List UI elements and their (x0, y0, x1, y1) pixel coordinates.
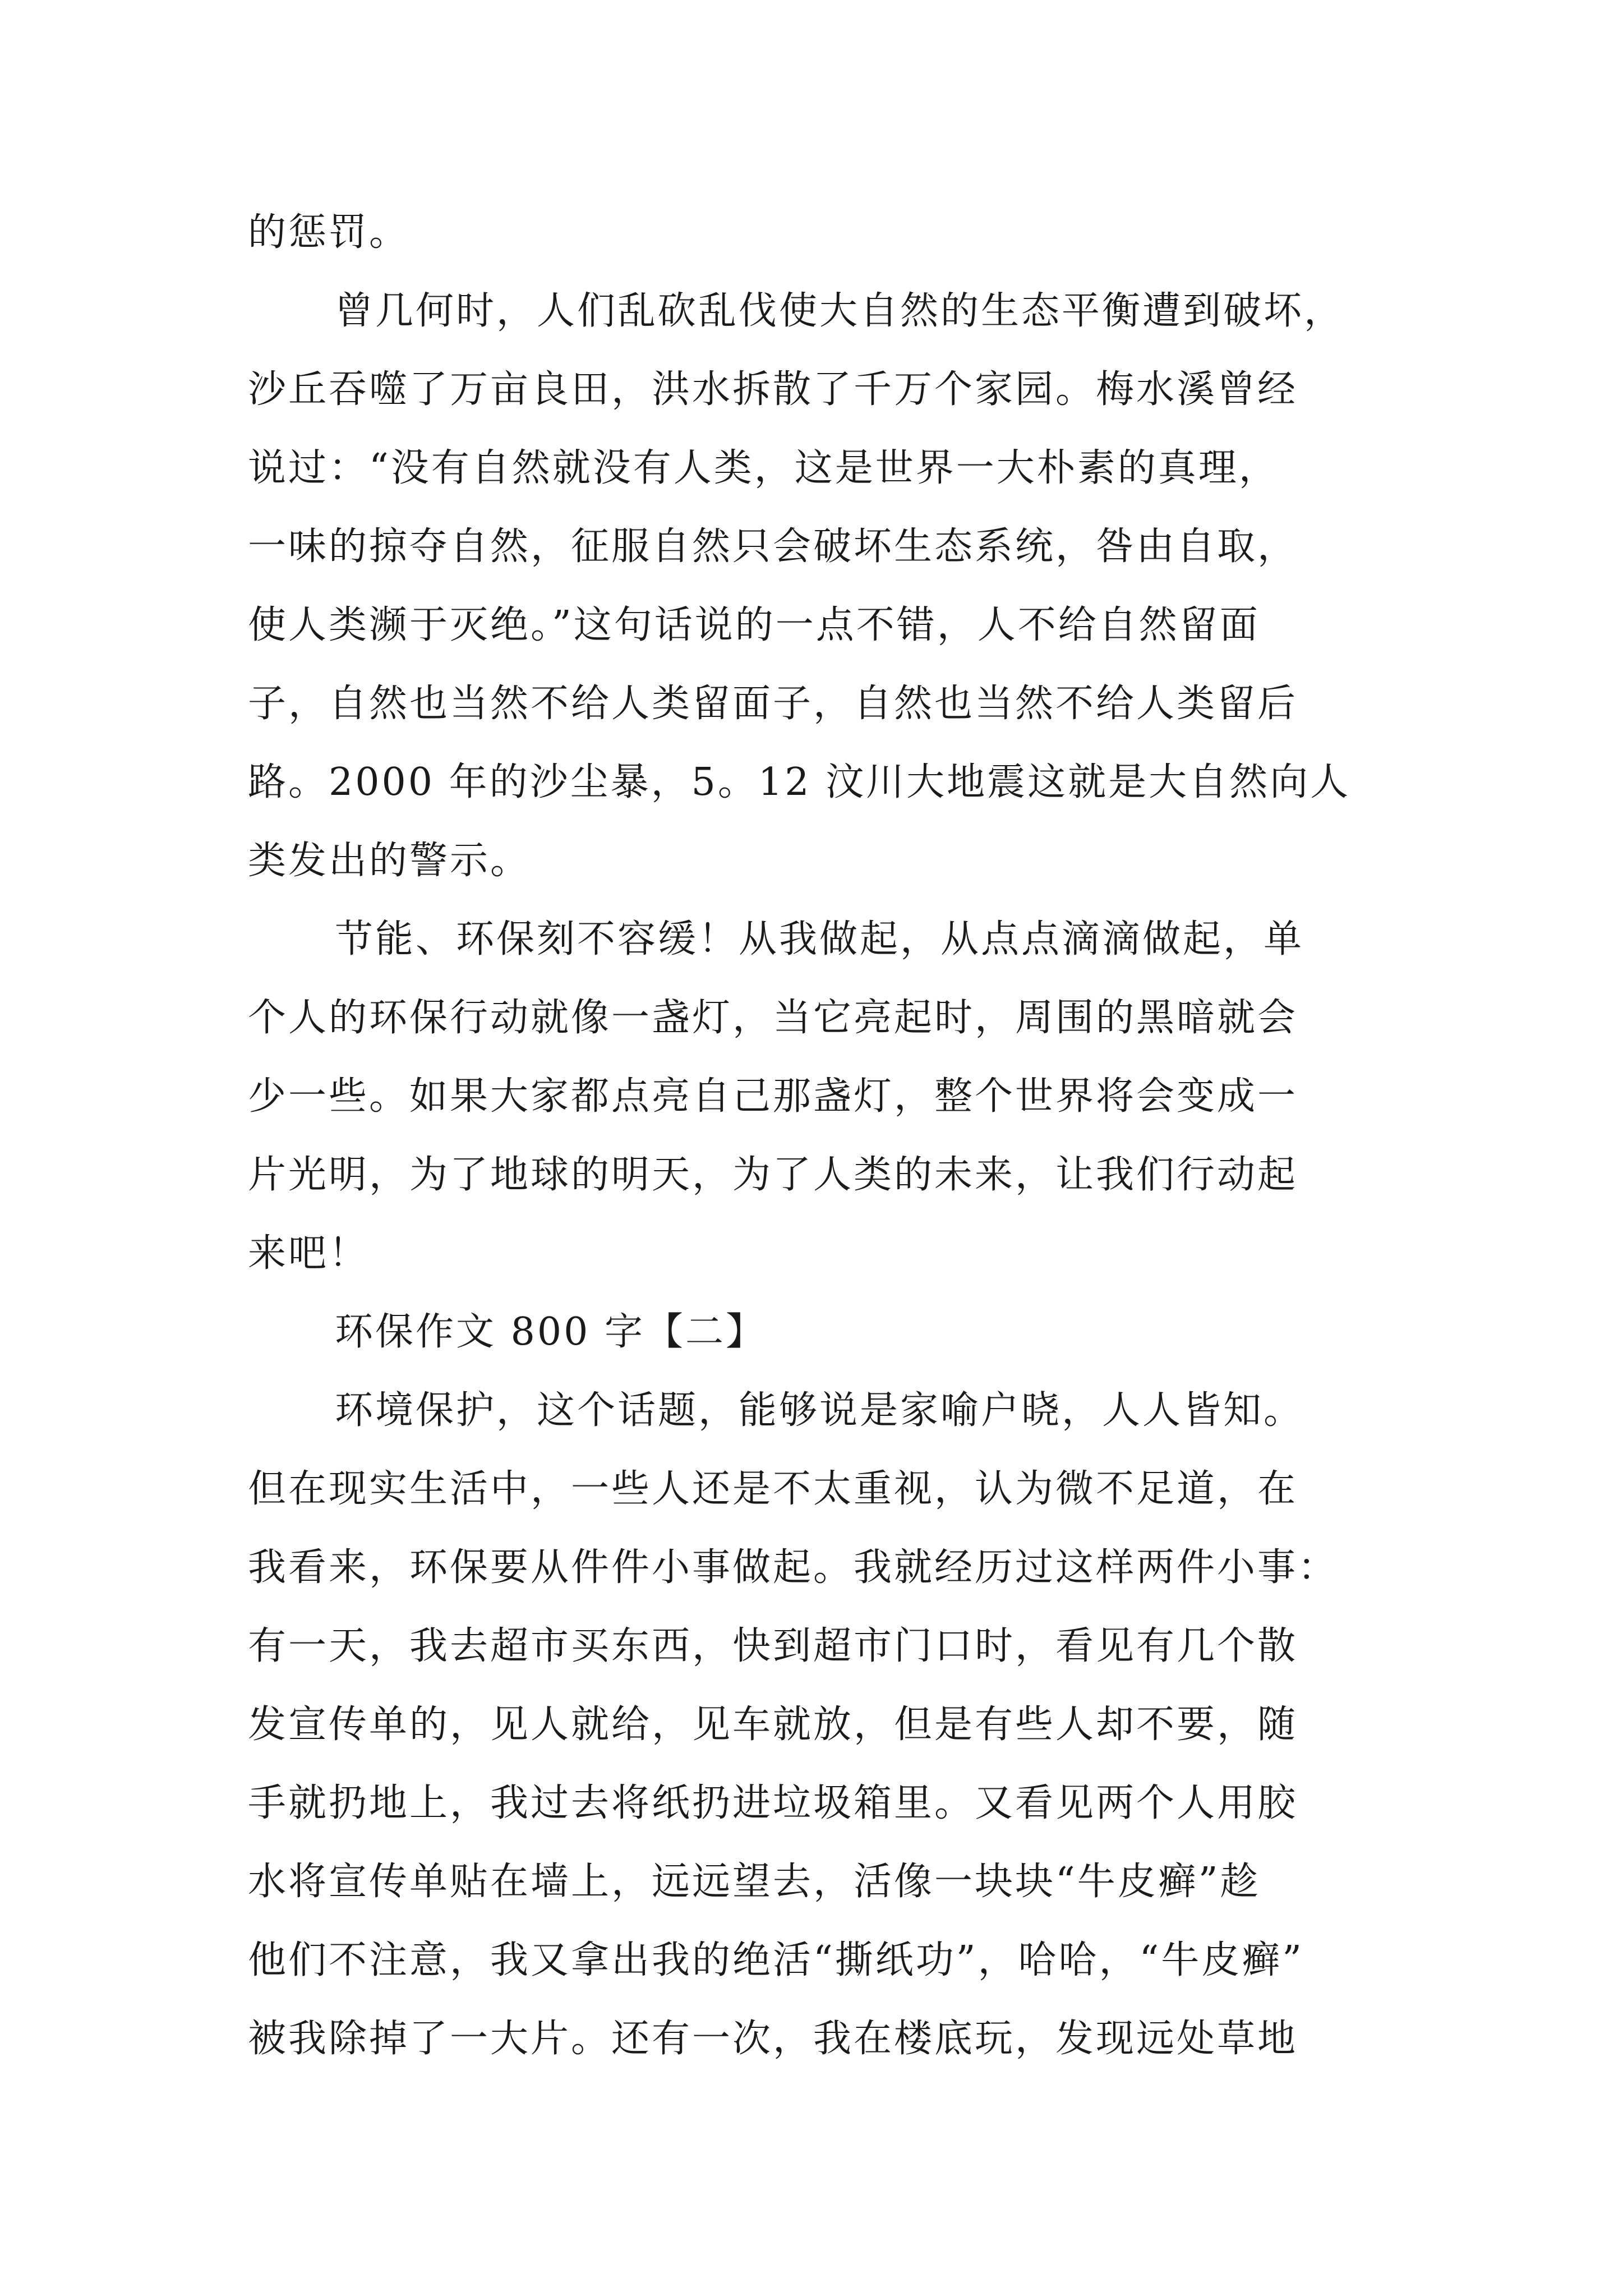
text-line: 子，自然也当然不给人类留面子，自然也当然不给人类留后 (248, 682, 1298, 726)
text-line: 他们不注意，我又拿出我的绝活“撕纸功”，哈哈，“牛皮癣” (248, 1938, 1304, 1982)
text-line: 手就扔地上，我过去将纸扔进垃圾箱里。又看见两个人用胶 (248, 1781, 1298, 1825)
text-line: 类发出的警示。 (248, 839, 531, 883)
text-line: 但在现实生活中，一些人还是不太重视，认为微不足道，在 (248, 1467, 1298, 1511)
text-line: 水将宣传单贴在墙上，远远望去，活像一块块“牛皮癣”趁 (248, 1860, 1261, 1904)
text-line: 少一些。如果大家都点亮自己那盏灯，整个世界将会变成一 (248, 1074, 1298, 1119)
text-line: 曾几何时，人们乱砍乱伐使大自然的生态平衡遭到破坏， (335, 289, 1345, 333)
text-line: 使人类濒于灭绝。”这句话说的一点不错，人不给自然留面 (248, 603, 1260, 647)
text-line: 有一天，我去超市买东西，快到超市门口时，看见有几个散 (248, 1624, 1298, 1668)
text-line: 沙丘吞噬了万亩良田，洪水拆散了千万个家园。梅水溪曾经 (248, 367, 1298, 412)
text-line: 一味的掠夺自然，征服自然只会破坏生态系统，咎由自取， (248, 524, 1298, 569)
text-line: 片光明，为了地球的明天，为了人类的未来，让我们行动起 (248, 1153, 1298, 1197)
text-line: 发宣传单的，见人就给，见车就放，但是有些人却不要，随 (248, 1703, 1298, 1747)
text-line: 路。2000 年的沙尘暴，5。12 汶川大地震这就是大自然向人 (248, 760, 1351, 804)
text-line: 的惩罚。 (248, 210, 410, 255)
text-line: 被我除掉了一大片。还有一次，我在楼底玩，发现远处草地 (248, 2017, 1298, 2061)
text-line: 环境保护，这个话题，能够说是家喻户晓，人人皆知。 (335, 1388, 1304, 1433)
text-line: 来吧！ (248, 1231, 370, 1276)
text-line: 说过：“没有自然就没有人类，这是世界一大朴素的真理， (248, 446, 1279, 490)
text-line: 环保作文 800 字【二】 (335, 1310, 767, 1354)
text-line: 节能、环保刻不容缓！从我做起，从点点滴滴做起，单 (335, 917, 1304, 961)
text-line: 个人的环保行动就像一盏灯，当它亮起时，周围的黑暗就会 (248, 996, 1298, 1040)
essay-body (248, 194, 1437, 2078)
text-line: 我看来，环保要从件件小事做起。我就经历过这样两件小事： (248, 1545, 1339, 1590)
